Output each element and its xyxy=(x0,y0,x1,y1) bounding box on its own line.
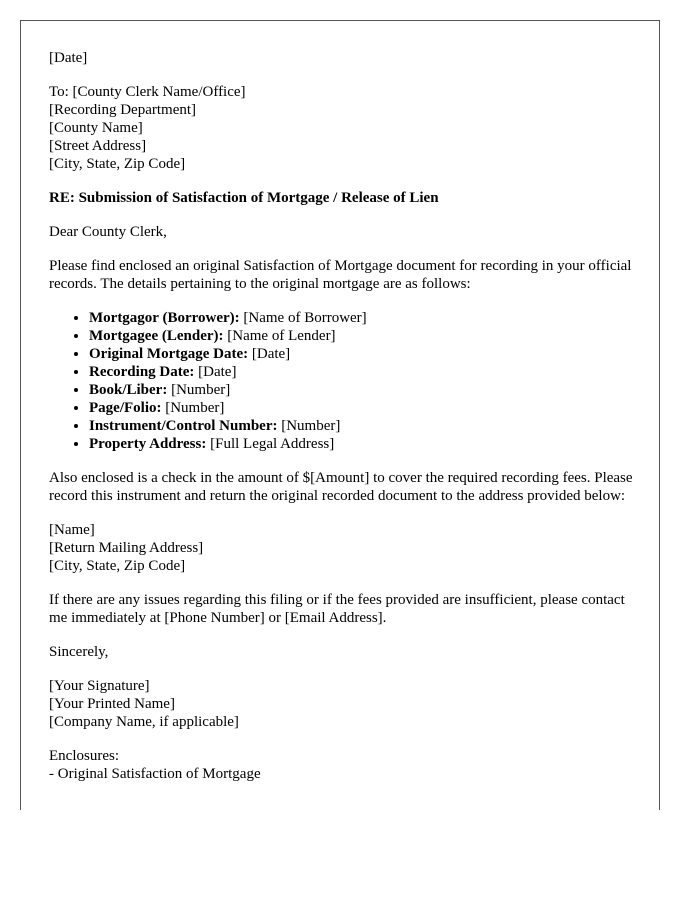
return-street: [Return Mailing Address] xyxy=(49,540,204,556)
detail-value: [Full Legal Address] xyxy=(206,436,335,452)
intro-paragraph: Please find enclosed an original Satisfaction of Mortgage document for recording in your official records. The details pertaining to the original mortgage are as follows: xyxy=(49,258,632,292)
printed-name: [Your Printed Name] xyxy=(49,696,175,712)
detail-label: Instrument/Control Number: xyxy=(89,418,278,434)
detail-label: Page/Folio: xyxy=(89,400,162,416)
enclosures-label: Enclosures: xyxy=(49,748,119,764)
detail-item xyxy=(89,381,639,399)
company-name: [Company Name, if applicable] xyxy=(49,714,239,730)
detail-label: Original Mortgage Date: xyxy=(89,346,249,362)
recipient-department: [Recording Department] xyxy=(49,102,197,118)
return-city: [City, State, Zip Code] xyxy=(49,558,186,574)
detail-value: [Number] xyxy=(167,382,231,398)
closing: Sincerely, xyxy=(49,644,109,660)
return-name: [Name] xyxy=(49,522,95,538)
salutation: Dear County Clerk, xyxy=(49,224,167,240)
detail-label: Mortgagee (Lender): xyxy=(89,328,224,344)
detail-item xyxy=(89,417,639,435)
detail-item xyxy=(89,327,639,345)
detail-value: [Name of Lender] xyxy=(223,328,336,344)
subject-line: RE: Submission of Satisfaction of Mortgage / Release of Lien xyxy=(49,190,439,206)
contact-paragraph: If there are any issues regarding this filing or if the fees provided are insufficient, please contact me immediately at [Phone Number] or [Email Address]. xyxy=(49,592,625,626)
detail-item xyxy=(89,363,639,381)
return-address-block xyxy=(49,521,639,575)
recipient-block xyxy=(49,83,639,173)
mortgage-details-list xyxy=(49,309,639,453)
recipient-street: [Street Address] xyxy=(49,138,147,154)
detail-label: Mortgagor (Borrower): xyxy=(89,310,240,326)
signature-line: [Your Signature] xyxy=(49,678,150,694)
detail-value: [Number] xyxy=(277,418,341,434)
enclosures-block xyxy=(49,747,639,783)
signature-block xyxy=(49,677,639,731)
detail-item xyxy=(89,435,639,453)
detail-value: [Name of Borrower] xyxy=(239,310,367,326)
letter-body xyxy=(49,49,639,799)
fees-paragraph: Also enclosed is a check in the amount of $[Amount] to cover the required recording fees. Please record this instrument and return the original recorded document to the address provided below: xyxy=(49,470,633,504)
detail-label: Property Address: xyxy=(89,436,207,452)
detail-label: Recording Date: xyxy=(89,364,195,380)
letter-date: [Date] xyxy=(49,50,88,66)
detail-item xyxy=(89,309,639,327)
detail-value: [Date] xyxy=(248,346,291,362)
detail-item xyxy=(89,345,639,363)
recipient-county: [County Name] xyxy=(49,120,143,136)
enclosure-item: - Original Satisfaction of Mortgage xyxy=(49,766,261,782)
detail-value: [Number] xyxy=(161,400,225,416)
detail-label: Book/Liber: xyxy=(89,382,168,398)
detail-item xyxy=(89,399,639,417)
recipient-to: To: [County Clerk Name/Office] xyxy=(49,84,246,100)
recipient-city: [City, State, Zip Code] xyxy=(49,156,186,172)
letter-page xyxy=(20,20,660,810)
detail-value: [Date] xyxy=(194,364,237,380)
